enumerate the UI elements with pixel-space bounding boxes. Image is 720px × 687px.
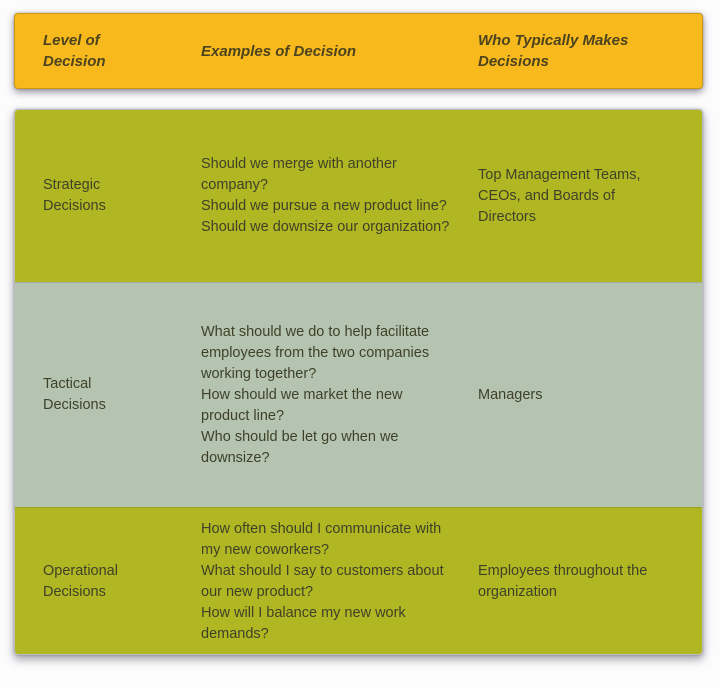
- header-cell-level: [15, 30, 201, 72]
- example-question: Who should be let go when we downsize?: [201, 428, 399, 466]
- table-body: [14, 109, 703, 655]
- header-who-label: Who Typically Makes Decisions: [478, 32, 629, 70]
- example-question: Should we downsize our organization?: [201, 219, 450, 235]
- table-row-tactical: [15, 282, 702, 507]
- examples-list: [201, 322, 451, 469]
- example-question: Should we pursue a new product line?: [201, 198, 447, 214]
- header-examples-label: Examples of Decision: [201, 42, 357, 60]
- example-question: Should we merge with another company?: [201, 156, 397, 193]
- example-question: How often should I communicate with my new coworkers?: [201, 521, 442, 558]
- cell-level: [15, 374, 201, 416]
- examples-list: [201, 519, 451, 645]
- example-question: What should we do to help facilitate employees from the two companies working together?: [201, 323, 430, 382]
- cell-level: [15, 175, 201, 217]
- example-question: How should we market the new product line?: [201, 386, 403, 424]
- cell-level: [15, 561, 201, 603]
- table-header-row: [14, 13, 703, 89]
- who-label: Employees throughout the organization: [478, 563, 648, 600]
- who-label: Top Management Teams, CEOs, and Boards of Directors: [478, 166, 641, 225]
- cell-examples: [201, 154, 463, 238]
- example-question: What should I say to customers about our new product?: [201, 563, 444, 600]
- example-question: How will I balance my new work demands?: [201, 605, 406, 642]
- cell-who: [463, 561, 702, 603]
- header-cell-who: [463, 30, 702, 72]
- cell-examples: [201, 322, 463, 469]
- table-row-operational: [15, 507, 702, 655]
- header-level-label: Level of Decision: [43, 32, 106, 70]
- level-label: Tactical Decisions: [43, 376, 106, 413]
- level-label: Strategic Decisions: [43, 177, 106, 214]
- who-label: Managers: [478, 386, 543, 403]
- header-cell-examples: [201, 41, 463, 62]
- cell-who: [463, 165, 702, 228]
- cell-who: [463, 385, 702, 406]
- level-label: Operational Decisions: [43, 563, 118, 600]
- cell-examples: [201, 519, 463, 645]
- table-row-strategic: [15, 110, 702, 282]
- examples-list: [201, 154, 451, 238]
